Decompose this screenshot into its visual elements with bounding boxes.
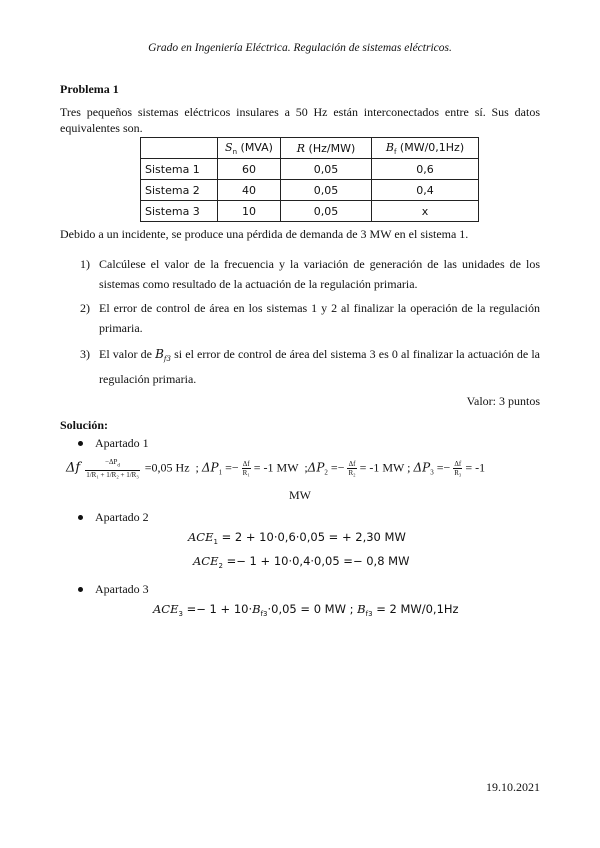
equation-ace1: $ACE_1 = 2 + 10\cdot 0,6\cdot 0,05$ = + 2,30 MW (188, 530, 406, 546)
bullet-icon (78, 515, 83, 520)
incident-text: Debido a un incidente, se produce una pérdida de demanda de 3 MW en el sistema 1. (60, 227, 469, 241)
equation-ace3: $ACE_3 =- 1 + 10\cdot B_{f3}\cdot 0,05 = 0$ MW ; $B_{f3} = 2$ MW/0,1Hz (153, 602, 459, 618)
table-cell: 0,6 (372, 159, 479, 180)
document-date: 19.10.2021 (486, 780, 540, 794)
table-cell: 0,05 (281, 201, 372, 222)
apartado-1-bullet: Apartado 1 (78, 436, 149, 451)
table-cell: 60 (218, 159, 281, 180)
table-cell: x (372, 201, 479, 222)
question-text: El error de control de área en los sistemas 1 y 2 al finalizar la operación de la regulación primaria. (99, 301, 540, 335)
table-cell: 0,05 (281, 180, 372, 201)
equation-ace2: $ACE_2 =- 1 + 10\cdot 0,4\cdot 0,05 =- 0,8$ MW (193, 554, 410, 570)
table-header-r: R (Hz/MW) (281, 138, 372, 159)
question-number: 3) (80, 347, 90, 361)
systems-table (140, 137, 479, 222)
solution-title: Solución: (60, 418, 109, 432)
table-cell: 0,05 (281, 159, 372, 180)
table-header-sn: $S_n$ (MVA) (218, 138, 281, 159)
page-header: Grado en Ingeniería Eléctrica. Regulación de sistemas eléctricos. (148, 42, 452, 54)
apartado-3-bullet: Apartado 3 (78, 582, 149, 597)
question-1 (80, 254, 540, 294)
table-cell: 10 (218, 201, 281, 222)
table-header-bf: $B_f$ (MW/0,1Hz) (372, 138, 479, 159)
table-header-row (141, 138, 479, 159)
question-number: 1) (80, 257, 90, 271)
question-2 (80, 298, 540, 338)
table-row (141, 159, 479, 180)
table-cell: 40 (218, 180, 281, 201)
table-header-empty (141, 138, 218, 159)
question-text: Calcúlese el valor de la frecuencia y la variación de generación de las unidades de los sistemas como resultado de la actuación de la regulación primaria. (99, 257, 540, 291)
bullet-icon (78, 441, 83, 446)
table-row (141, 180, 479, 201)
apartado-2-bullet: Apartado 2 (78, 510, 149, 525)
problem-title: Problema 1 (60, 82, 119, 96)
question-3 (80, 344, 540, 384)
table-cell: Sistema 1 (141, 159, 218, 180)
table-cell: Sistema 3 (141, 201, 218, 222)
problem-intro: Tres pequeños sistemas eléctricos insulares a 50 Hz están interconectados entre sí. Sus datos equivalentes son. (60, 105, 540, 135)
table-cell: Sistema 2 (141, 180, 218, 201)
equation-unit: MW (289, 488, 311, 502)
bullet-icon (78, 587, 83, 592)
table-cell: 0,4 (372, 180, 479, 201)
points-value: Valor: 3 puntos (466, 394, 540, 408)
question-text: El valor de $B_{f3}$ si el error de control de área del sistema 3 es 0 al finalizar la actuación de la regulación primaria. (99, 347, 540, 386)
question-number: 2) (80, 301, 90, 315)
table-row (141, 201, 479, 222)
equation-apartado-1: Δf $\frac{-\Delta P_d}{\text{1/R₁ + 1/R₂ + 1/R₃}}$ =0,05 Hz ; $\Delta P_1$ =− $\frac{\Delta f}{\text{R₁}}$ = -1 MW $;\Delta P_2$ =− $\frac{\Delta f}{\text{R₂}}$ = -1 MW ; $\Delta P_3$ =− $\frac{\Delta f}{\text{R₃}}$ = -1 (66, 458, 486, 480)
